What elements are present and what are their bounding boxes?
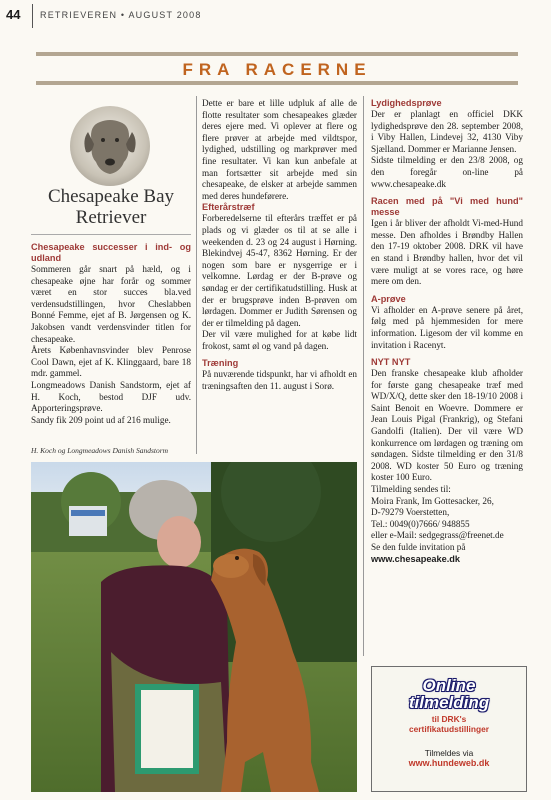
hundeweb-link[interactable]: www.hundeweb.dk bbox=[408, 758, 490, 768]
header-divider bbox=[32, 4, 33, 28]
column-1 bbox=[31, 242, 191, 426]
col2-traef: Forberedelserne til efterårs træffet er på plads og vi glæder os til at se alle i weekenden d. 23 og 24 august i Hørning. Blekindvej 45-47, 8362 Hørning. Er der nogen som bare er nysgerrige er i velkomne. Lørdag er der B-prøve og søndag er der certifikatudstilling. Husk at der er brugsprøve inden B-prøven om lørdagen. Dommer er Judith Sørensen og der er tilmelding på dagen. bbox=[202, 213, 357, 328]
online-registration-ad bbox=[371, 666, 527, 792]
heading-a-prove: A-prøve bbox=[371, 293, 406, 304]
contact-line: Se den fulde invitation på bbox=[371, 542, 466, 552]
heading-messe: Racen med på "Vi med hund" messe bbox=[371, 196, 523, 218]
dog-head-logo bbox=[70, 106, 150, 186]
photo-owner-and-dog bbox=[31, 462, 357, 792]
col2-intro: Dette er bare et lille udpluk af alle de flotte resultater som chesapeakes glæder deres ejere med. Vi oplever at flere og flere prøver at arbejde med vildtspor, lydighed, udstilling og markprøver med fine resultater. Vi kan kun anbefale at man fortsætter sit arbejde med sin chesapeake, de elsker at arbejde sammen med deres hundeførere. bbox=[202, 98, 357, 201]
col3-lydighed: Der er planlagt en officiel DKK lydighedsprøve den 28. september 2008, i Viby Hallen, Lindevej 32, 4130 Viby Sjælland. Dommer er Marianne Jensen. bbox=[371, 109, 523, 154]
heading-nyt-nyt: NYT NYT bbox=[371, 357, 411, 368]
breed-title bbox=[31, 186, 191, 228]
ad-via-text: Tilmeldes via bbox=[424, 748, 474, 758]
col3-a-prove: Vi afholder en A-prøve senere på året, følg med på hjemmesiden for mere information. Ligesom der vil komme en invitation i Racenyt. bbox=[371, 304, 523, 350]
breed-title-line-1: Chesapeake Bay bbox=[47, 186, 175, 207]
contact-line: D-79279 Voerstetten, bbox=[371, 507, 450, 518]
col1-paragraph-2: Årets Københavnsvinder blev Penrose Cool Dawn, ejet af K. Klinggaard, bare 18 mdr. gammel. bbox=[31, 345, 191, 379]
contact-block bbox=[371, 484, 523, 565]
heading-successer: Chesapeake successer i ind- og udland bbox=[31, 242, 191, 263]
col1-paragraph-4: Sandy fik 209 point ud af 216 mulige. bbox=[31, 414, 171, 425]
column-3 bbox=[371, 98, 523, 565]
page-number: 44 bbox=[6, 7, 21, 22]
col3-lydighed-2 bbox=[371, 155, 523, 190]
title-band-top bbox=[36, 52, 518, 56]
chesapeake-link-2[interactable]: www.chesapeake.dk bbox=[371, 553, 461, 564]
ad-subline-2: certifikatudstillinger bbox=[408, 724, 490, 734]
heading-traening: Træning bbox=[202, 358, 239, 369]
contact-line: Tilmelding sendes til: bbox=[371, 484, 451, 495]
ad-headline-1: Online bbox=[422, 676, 476, 695]
col2-train: På nuværende tidspunkt, har vi afholdt en træningsaften den 11. august i Sorø. bbox=[202, 369, 357, 392]
heading-efterarstraef: Efterårstræf bbox=[202, 202, 255, 213]
photo-caption: H. Koch og Longmeadows Danish Sandstorm bbox=[31, 446, 169, 455]
col1-paragraph-3: Longmeadows Danish Sandstorm, ejet af H. Koch, bestod DJF udv. Apporteringsprøve. bbox=[31, 379, 191, 414]
running-head: RETRIEVEREN • AUGUST 2008 bbox=[40, 10, 202, 20]
contact-line: eller e-Mail: sedgegrass@freenet.de bbox=[371, 530, 504, 541]
contact-line: Tel.: 0049(0)7666/ 948855 bbox=[371, 518, 470, 529]
col3-lydighed-2-text: Sidste tilmelding er den 23/8 2008, og den foregår on-line på bbox=[371, 155, 523, 177]
breed-box-rule bbox=[31, 234, 191, 235]
col1-paragraph-1: Sommeren går snart på hæld, og i chesapeake øjne har forår og sommer været en stor succes bla.ved verdensudstillingen, hvor Cheslabben Bonné Femme, ejet af B. Jørgensen og K. Jakobsen vandt verdensvinder titlen for chesapeake. bbox=[31, 264, 191, 344]
dog-head-icon bbox=[70, 106, 150, 186]
column-rule-left bbox=[196, 96, 197, 454]
title-band-bottom bbox=[36, 81, 518, 85]
heading-lydighedsprove: Lydighedsprøve bbox=[371, 98, 442, 108]
ad-headline-2: tilmelding bbox=[408, 693, 490, 712]
column-2 bbox=[202, 98, 357, 393]
column-rule-right bbox=[363, 96, 364, 656]
photo-illustration bbox=[31, 462, 357, 792]
contact-line: Moira Frank, Im Gottesacker, 26, bbox=[371, 495, 494, 506]
col2-food: Der vil være mulighed for at købe lidt frokost, samt øl og vand på dagen. bbox=[202, 329, 357, 351]
breed-title-line-2: Retriever bbox=[75, 207, 147, 228]
section-title: FRA RACERNE bbox=[182, 60, 372, 79]
ad-subline-1: til DRK's bbox=[431, 714, 467, 724]
col3-nyt: Den franske chesapeake klub afholder for første gang chesapeake træf med WD/X/Q, dette sker den 18-19/10 2008 i Saint Benoit en Woevre. Dommere er Jean Louis Pigal (Frankrig), og Stefani Gandolfi (Italien). Der vil være WD konkurrence om lørdagen og træning om søndagen. Sidste tilmelding er den 31/8 2008. WD koster 50 Euro og træning koster 100 Euro. bbox=[371, 368, 523, 483]
chesapeake-link-1[interactable]: www.chesapeake.dk bbox=[371, 178, 446, 189]
col3-messe: Igen i år bliver der afholdt Vi-med-Hund messe. Den afholdes i Brøndby Hallen den 17-19 oktober 2008. DRK vil have en stand i Brøndby hallen, hvor det vil være muligt at se vores race, og høre mere om den. bbox=[371, 218, 523, 287]
